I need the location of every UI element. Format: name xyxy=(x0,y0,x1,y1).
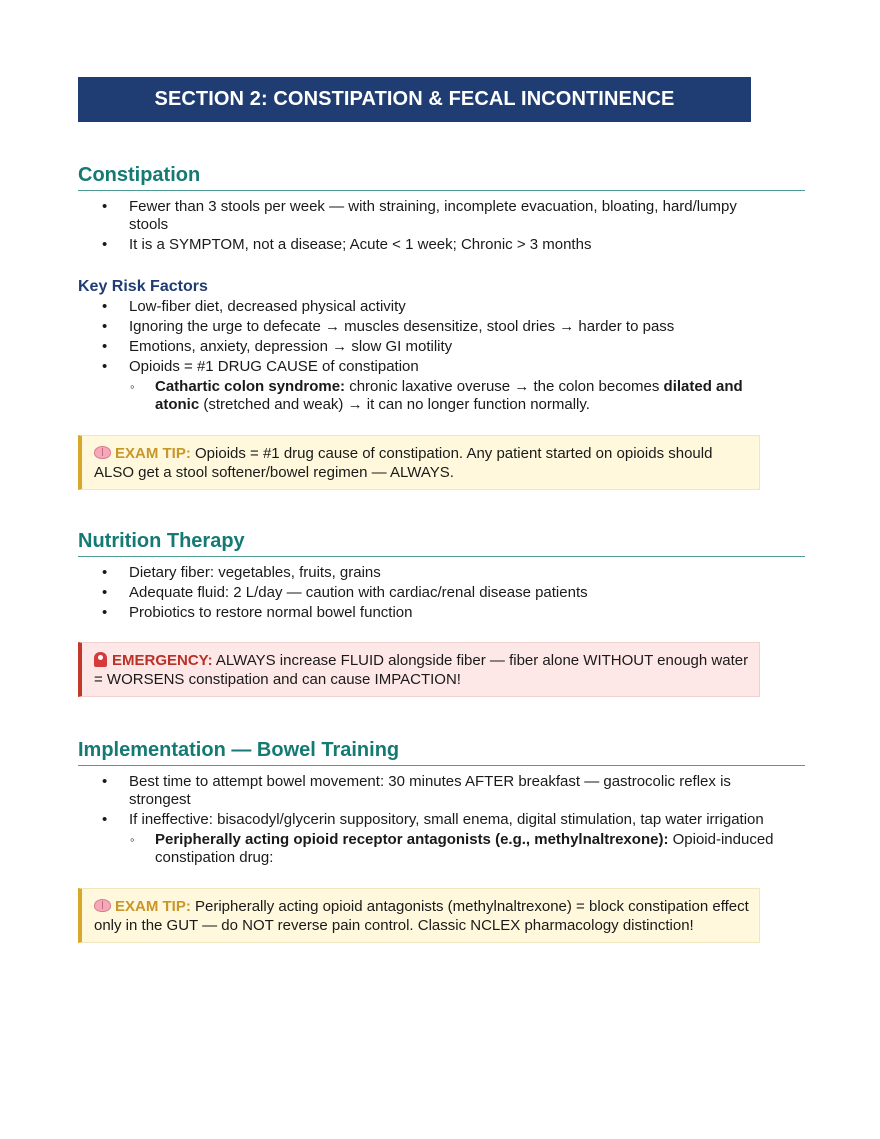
emergency-label: EMERGENCY: xyxy=(112,652,213,669)
exam-tip-label: EXAM TIP: xyxy=(115,445,191,462)
exam-tip-callout xyxy=(78,435,760,490)
exam-tip-label: EXAM TIP: xyxy=(115,898,191,915)
list-item: • Ignoring the urge to defecate → muscles desensitize, stool dries → harder to pass xyxy=(102,318,675,335)
list-item: • Fewer than 3 stools per week — with straining, incomplete evacuation, bloating, hard/lumpy stools xyxy=(102,198,737,233)
exam-tip-callout-2 xyxy=(78,888,760,943)
sub-list-item: ◦ Cathartic colon syndrome: chronic laxative overuse → the colon becomes dilated and atonic (stretched and weak) → it can no longer function normally. xyxy=(130,378,743,413)
risk-factors-list xyxy=(78,298,805,414)
list-item: • If ineffective: bisacodyl/glycerin suppository, small enema, digital stimulation, tap water irrigation ◦ Peripherally acting opioid receptor antagonists (e.g., methylnaltrexone): Opioid-induced constipation drug: xyxy=(78,811,779,867)
list-item: • Dietary fiber: vegetables, fruits, grains xyxy=(102,564,381,581)
list-item: • Low-fiber diet, decreased physical activity xyxy=(102,298,406,315)
heading-implementation: Implementation — Bowel Training xyxy=(78,739,805,766)
risk-factors-sublist xyxy=(78,378,779,414)
sub-list-item: ◦ Peripherally acting opioid receptor antagonists (e.g., methylnaltrexone): Opioid-induced constipation drug: xyxy=(130,831,774,866)
document-page xyxy=(78,77,805,943)
banner-title: SECTION 2: CONSTIPATION & FECAL INCONTINENCE xyxy=(154,88,675,110)
emergency-text: ALWAYS increase FLUID alongside fiber — fiber alone WITHOUT enough water = WORSENS constipation and can cause IMPACTION! xyxy=(94,652,749,688)
list-item: • Emotions, anxiety, depression → slow GI motility xyxy=(102,338,453,355)
heading-constipation: Constipation xyxy=(78,164,805,191)
heading-nutrition-therapy: Nutrition Therapy xyxy=(78,530,805,557)
list-item: • Adequate fluid: 2 L/day — caution with cardiac/renal disease patients xyxy=(102,584,588,601)
emergency-callout xyxy=(78,642,760,697)
heading-key-risk-factors: Key Risk Factors xyxy=(78,278,208,295)
brain-icon xyxy=(94,899,111,912)
siren-icon xyxy=(94,652,107,667)
constipation-list xyxy=(78,198,805,254)
exam-tip-text: Opioids = #1 drug cause of constipation. Any patient started on opioids should ALSO get a stool softener/bowel regimen — ALWAYS. xyxy=(94,445,713,481)
implementation-list xyxy=(78,773,805,867)
implementation-sublist xyxy=(78,831,779,867)
list-item: • Best time to attempt bowel movement: 30 minutes AFTER breakfast — gastrocolic reflex is strongest xyxy=(102,773,731,808)
section-banner xyxy=(78,77,751,122)
nutrition-list xyxy=(78,564,805,622)
exam-tip-text: Peripherally acting opioid antagonists (methylnaltrexone) = block constipation effect only in the GUT — do NOT reverse pain control. Classic NCLEX pharmacology distinction! xyxy=(94,898,749,934)
list-item: • It is a SYMPTOM, not a disease; Acute < 1 week; Chronic > 3 months xyxy=(102,236,592,253)
list-item: • Opioids = #1 DRUG CAUSE of constipation ◦ Cathartic colon syndrome: chronic laxative overuse → the colon becomes dilated and atonic (stretched and weak) → it can no longer function normally. xyxy=(78,358,779,414)
brain-icon xyxy=(94,446,111,459)
list-item: • Probiotics to restore normal bowel function xyxy=(102,604,413,621)
